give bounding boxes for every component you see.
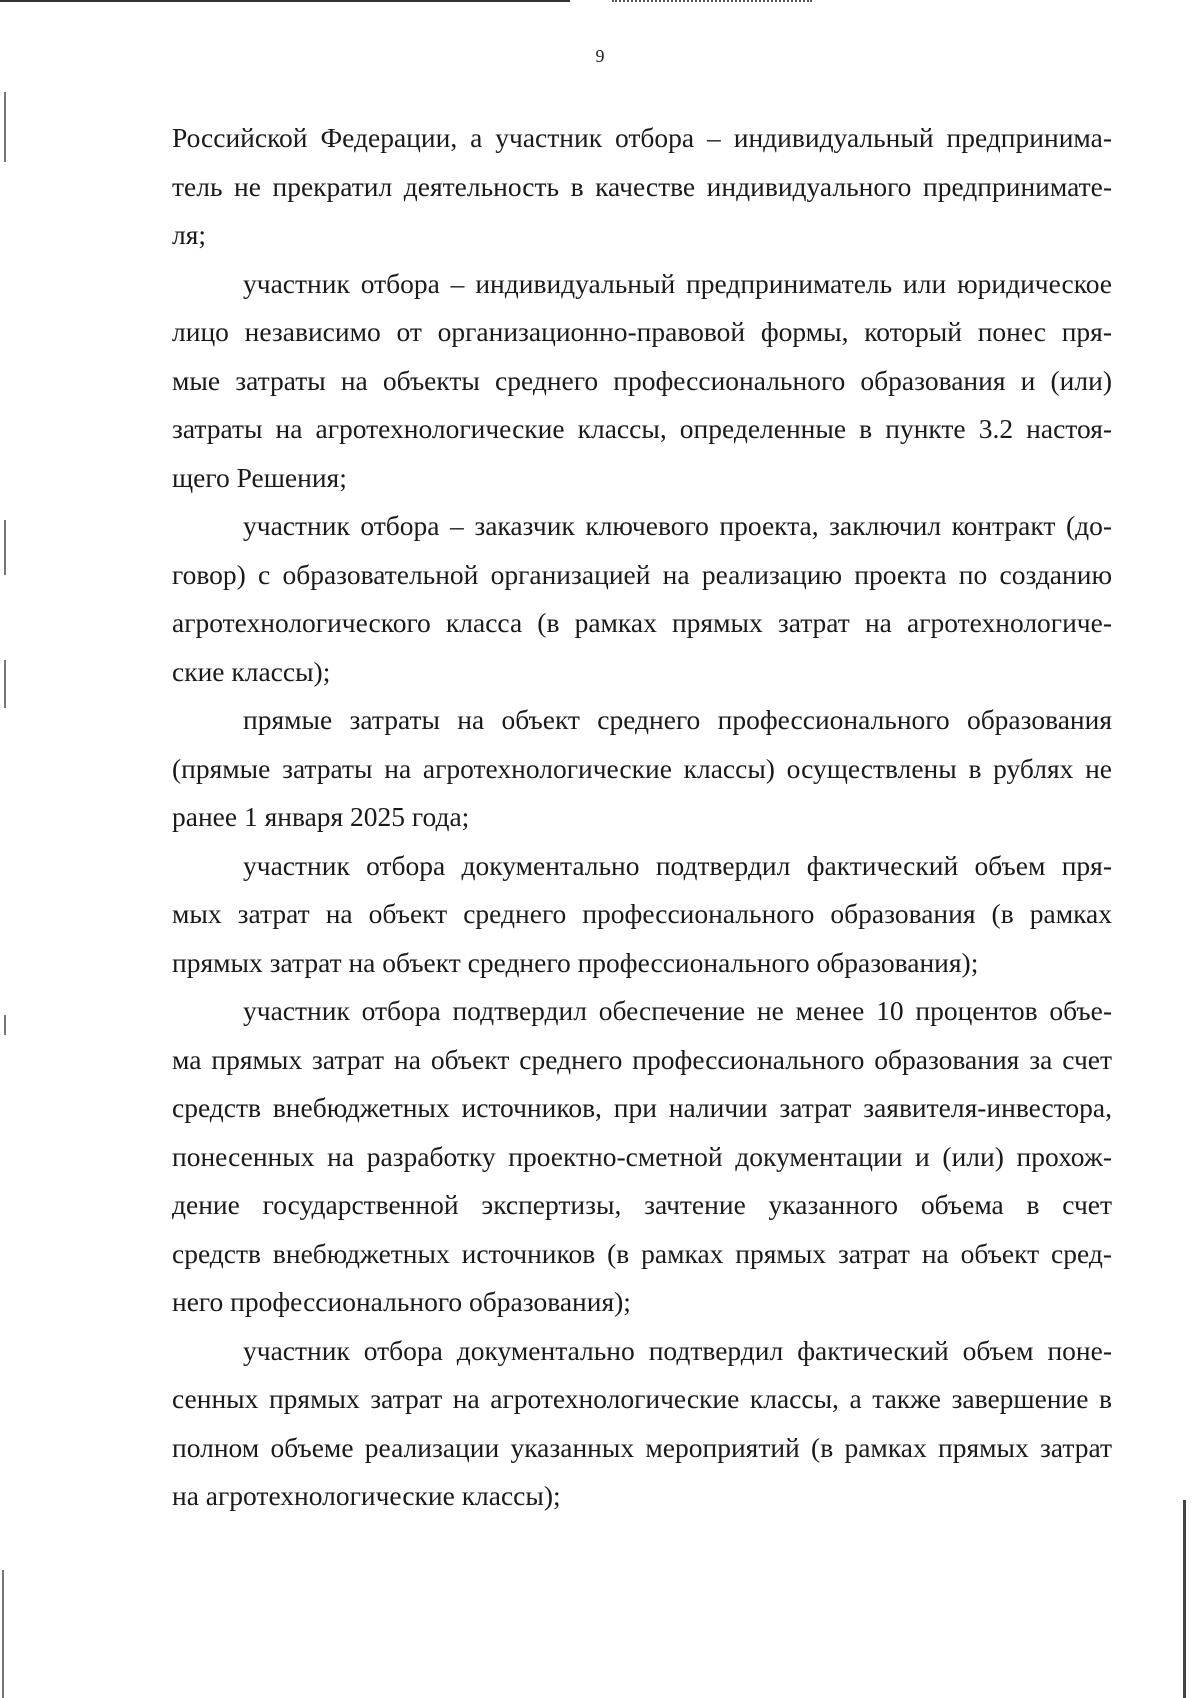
text-line: Российской Федерации, а участник отбора – индивидуальный предпринима- [172,122,1112,153]
scan-margin-line [4,1015,6,1035]
text-line: ранее 1 января 2025 года; [172,801,470,832]
text-line: лицо независимо от организационно-правовой формы, который понес пря- [172,316,1112,347]
paragraph [172,696,1112,842]
text-line: говор) с образовательной организацией на реализацию проекта по созданию [172,558,1112,590]
text-line: сенных прямых затрат на агротехнологические классы, а также завершение в [172,1383,1112,1414]
text-line: средств внебюджетных источников, при наличии затрат заявителя-инвестора, [172,1092,1112,1123]
text-line: него профессионального образования); [172,1286,631,1317]
text-line: средств внебюджетных источников (в рамках прямых затрат на объект сред- [172,1237,1112,1269]
scan-edge-line [0,0,570,2]
text-line: ские классы); [172,655,331,687]
text-line: прямых затрат на объект среднего профессионального образования); [172,946,979,978]
text-line: полном объеме реализации указанных мероприятий (в рамках прямых затрат [172,1431,1112,1463]
text-line: тель не прекратил деятельность в качестве индивидуального предпринимате- [172,170,1112,202]
scan-margin-line [2,1570,4,1698]
text-line: участник отбора документально подтвердил фактический объем поне- [243,1334,1112,1366]
text-line: ма прямых затрат на объект среднего профессионального образования за счет [172,1043,1112,1075]
page-number: 9 [595,46,605,66]
paragraph [172,502,1112,696]
text-line: дение государственной экспертизы, зачтение указанного объема в счет [172,1189,1112,1220]
text-line: участник отбора – заказчик ключевого проекта, заключил контракт (до- [243,510,1112,541]
paragraph [172,260,1112,503]
text-line: участник отбора подтвердил обеспечение не менее 10 процентов объе- [243,995,1112,1026]
paragraph [172,114,1112,260]
paragraph [172,842,1112,988]
scan-margin-line [1183,1500,1186,1698]
scan-edge-marks [612,0,812,5]
text-line: (прямые затраты на агротехнологические классы) осуществлены в рублях не [172,752,1112,784]
text-line: ля; [172,219,207,250]
text-line: участник отбора – индивидуальный предприниматель или юридическое [243,267,1112,299]
scan-margin-line [4,660,6,708]
scan-margin-line [4,520,6,575]
scan-margin-line [4,92,6,162]
text-line: щего Решения; [172,461,347,493]
text-line: мых затрат на объект среднего профессионального образования (в рамках [172,898,1112,929]
paragraph [172,987,1112,1327]
text-line: агротехнологического класса (в рамках прямых затрат на агротехнологиче- [172,607,1112,638]
text-line: затраты на агротехнологические классы, определенные в пункте 3.2 настоя- [172,413,1112,444]
text-line: прямые затраты на объект среднего профессионального образования [243,704,1112,735]
text-line: понесенных на разработку проектно-сметной документации и (или) прохож- [172,1140,1112,1172]
text-line: участник отбора документально подтвердил фактический объем пря- [243,849,1112,881]
text-line: мые затраты на объекты среднего профессионального образования и (или) [172,364,1112,396]
document-body [172,114,1112,1521]
text-line: на агротехнологические классы); [172,1480,561,1511]
paragraph [172,1327,1112,1521]
